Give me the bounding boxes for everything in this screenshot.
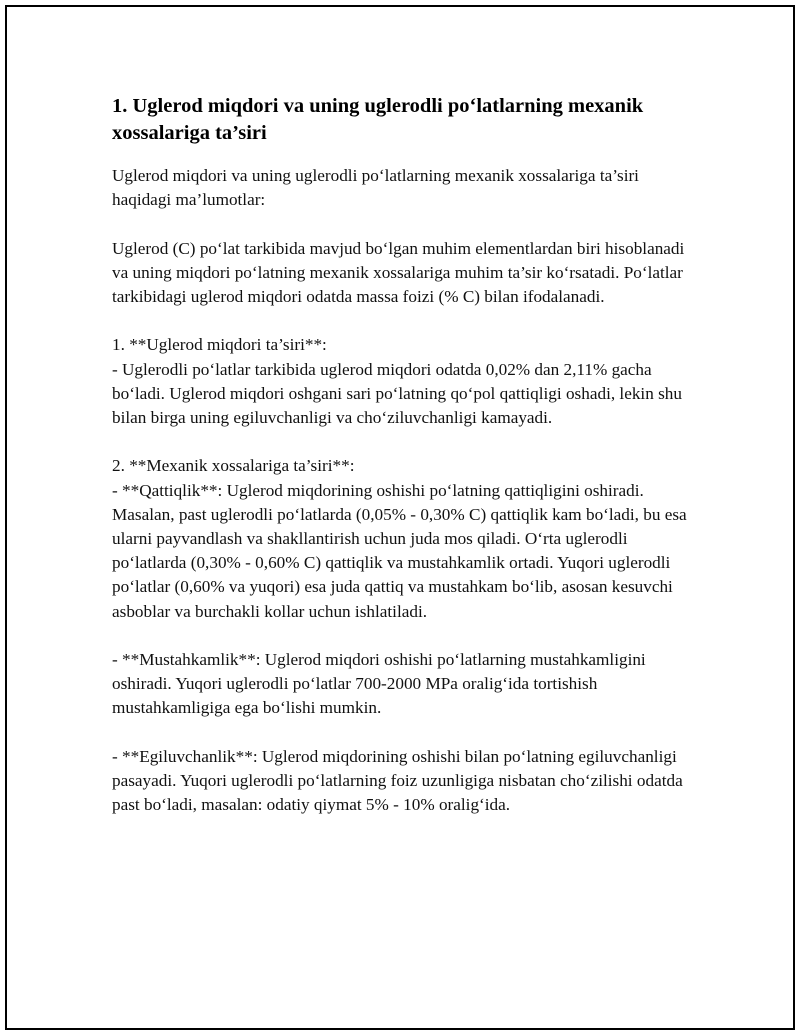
intro-paragraph: Uglerod miqdori va uning uglerodli po‘latlarning mexanik xossalariga ta’siri haqidagi ma’lumotlar: bbox=[112, 166, 639, 210]
ductility-paragraph: - **Egiluvchanlik**: Uglerod miqdorining oshishi bilan po‘latning egiluvchanligi pasayadi. Yuqori uglerodli po‘latlarning foiz uzunligiga nisbatan cho‘zilishi odatda past bo‘ladi, masalan: odatiy qiymat 5% - 10% oralig‘ida. bbox=[112, 746, 683, 815]
paragraph-gap bbox=[112, 721, 692, 745]
section-1-heading: 1. **Uglerod miqdori ta’siri**: bbox=[112, 335, 327, 355]
hardness-paragraph: - **Qattiqlik**: Uglerod miqdorining oshishi po‘latning qattiqligini oshiradi. Masalan, past uglerodli po‘latlarda (0,05% - 0,30% C) qattiqlik kam bo‘ladi, bu esa ularni payvandlash va shakllantirish uchun juda mos qiladi. O‘rta uglerodli po‘latlarda (0,30% - 0,60% C) qattiqlik va mustahkamlik ortadi. Yuqori uglerodli po‘latlar (0,60% va yuqori) esa juda qattiq va mustahkam bo‘lib, asosan kesuvchi asboblar va burchakli kollar uchun ishlatiladi. bbox=[112, 480, 687, 621]
carbon-paragraph: Uglerod (C) po‘lat tarkibida mavjud bo‘lgan muhim elementlardan biri hisoblanadi va uning miqdori po‘latning mexanik xossalariga muhim ta’sir ko‘rsatadi. Po‘latlar tarkibidagi uglerod miqdori odatda massa foizi (% C) bilan ifodalanadi. bbox=[112, 238, 685, 306]
document-body bbox=[112, 93, 692, 817]
paragraph-gap bbox=[112, 430, 692, 454]
section-2-heading: 2. **Mexanik xossalariga ta’siri**: bbox=[112, 456, 355, 476]
paragraph-gap bbox=[112, 309, 692, 333]
strength-paragraph: - **Mustahkamlik**: Uglerod miqdori oshishi po‘latlarning mustahkamligini oshiradi. Yuqori uglerodli po‘latlar 700-2000 MPa oralig‘ida tortishish mustahkamligiga ega bo‘lishi mumkin. bbox=[112, 650, 646, 718]
paragraph-gap bbox=[112, 624, 692, 648]
document-title: 1. Uglerod miqdori va uning uglerodli po‘latlarning mexanik xossalariga ta’siri bbox=[112, 95, 644, 144]
section-1-body: - Uglerodli po‘latlar tarkibida uglerod miqdori odatda 0,02% dan 2,11% gacha bo‘ladi. Uglerod miqdori oshgani sari po‘latning qo‘pol qattiqligi oshadi, lekin shu bilan birga uning egiluvchanligi va cho‘ziluvchanligi kamayadi. bbox=[112, 359, 682, 427]
paragraph-gap bbox=[112, 212, 692, 236]
